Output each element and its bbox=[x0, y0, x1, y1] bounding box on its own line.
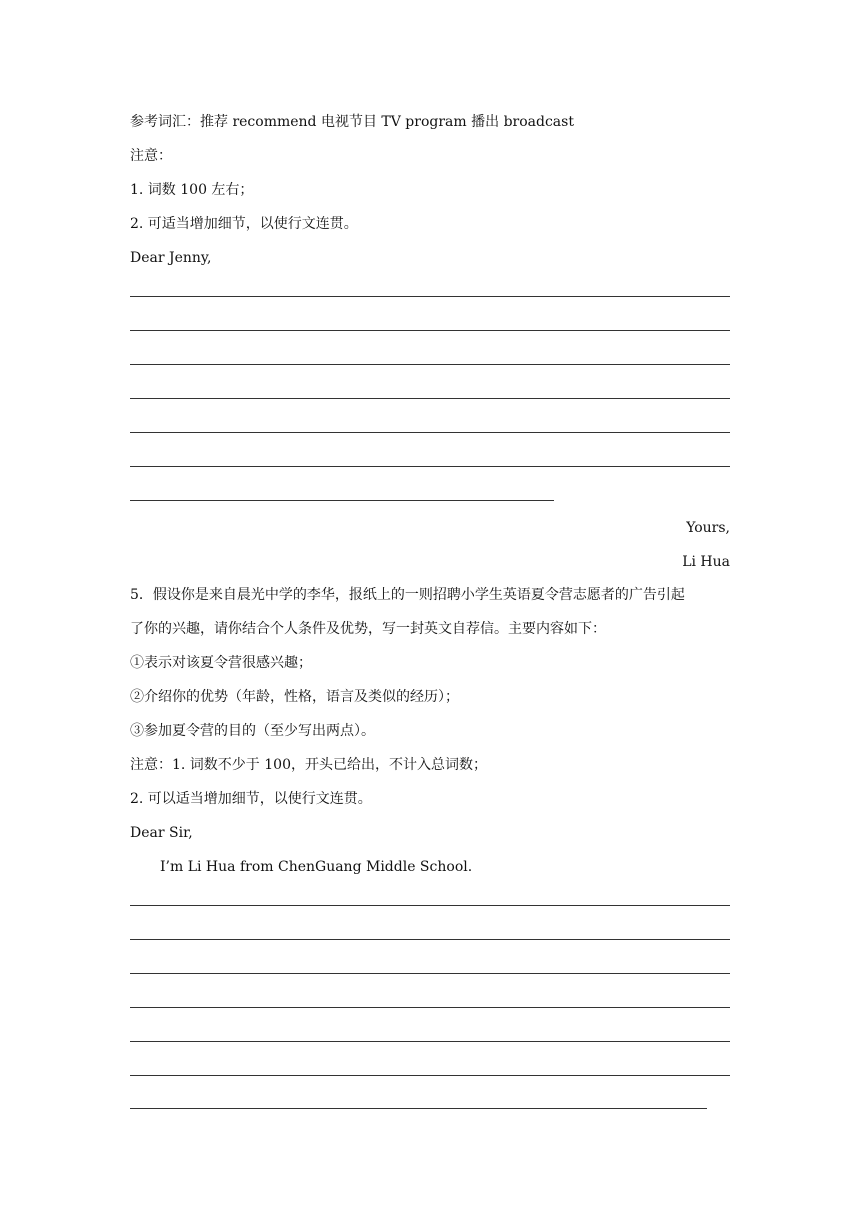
letter-greeting: Dear Jenny, bbox=[130, 250, 212, 266]
note-word-count: 注意：1. 词数不少于 100，开头已给出，不计入总词数； bbox=[130, 757, 487, 773]
answer-line bbox=[130, 432, 730, 433]
letter-signature: Li Hua bbox=[682, 554, 730, 570]
note-details: 2. 可适当增加细节，以使行文连贯。 bbox=[130, 216, 358, 232]
note-details: 2. 可以适当增加细节，以使行文连贯。 bbox=[130, 791, 372, 807]
content-point-3: ③参加夏令营的目的（至少写出两点）。 bbox=[130, 723, 375, 739]
vocabulary-hint: 参考词汇：推荐 recommend 电视节目 TV program 播出 broadcast bbox=[130, 114, 574, 130]
answer-line bbox=[130, 1041, 730, 1042]
answer-line bbox=[130, 364, 730, 365]
answer-line bbox=[130, 296, 730, 297]
content-point-2: ②介绍你的优势（年龄，性格，语言及类似的经历）； bbox=[130, 689, 459, 705]
letter-greeting: Dear Sir, bbox=[130, 825, 193, 841]
answer-line bbox=[130, 939, 730, 940]
answer-line bbox=[130, 905, 730, 906]
answer-line bbox=[130, 398, 730, 399]
answer-line bbox=[130, 500, 554, 501]
question-intro-line1: 5．假设你是来自晨光中学的李华，报纸上的一则招聘小学生英语夏令营志愿者的广告引起 bbox=[130, 587, 685, 603]
answer-line bbox=[130, 330, 730, 331]
answer-line bbox=[130, 1075, 730, 1076]
letter-opening: I’m Li Hua from ChenGuang Middle School. bbox=[160, 859, 473, 875]
answer-line bbox=[130, 973, 730, 974]
answer-line bbox=[130, 466, 730, 467]
letter-closing: Yours, bbox=[686, 520, 730, 536]
content-point-1: ①表示对该夏令营很感兴趣； bbox=[130, 655, 312, 671]
note-word-count: 1. 词数 100 左右； bbox=[130, 182, 254, 198]
answer-line bbox=[130, 1108, 707, 1109]
answer-line bbox=[130, 1007, 730, 1008]
question-intro-line2: 了你的兴趣，请你结合个人条件及优势，写一封英文自荐信。主要内容如下： bbox=[130, 621, 606, 637]
note-label: 注意： bbox=[130, 148, 172, 164]
